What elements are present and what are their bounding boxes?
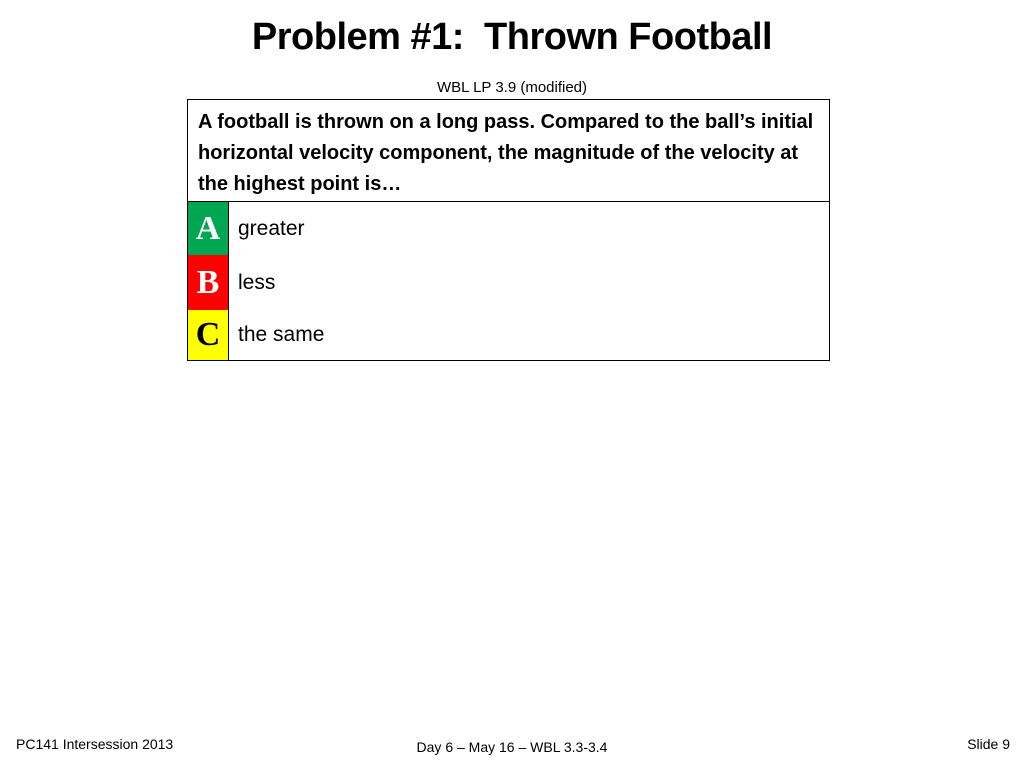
choice-b-text: less — [238, 270, 276, 294]
choice-c-text: the same — [238, 323, 325, 346]
choice-a[interactable] — [188, 202, 829, 255]
choice-c-letter: C — [188, 310, 229, 360]
footer-course: PC141 Intersession 2013 — [16, 736, 174, 752]
question-box — [187, 99, 830, 361]
choice-b[interactable] — [188, 255, 829, 310]
choice-b-letter: B — [188, 255, 229, 310]
slide-title: Problem #1: Thrown Football — [251, 16, 773, 58]
choice-c[interactable] — [188, 310, 829, 360]
question-text: A football is thrown on a long pass. Compared to the ball’s initial horizontal velocity component, the magnitude of the velocity at the highest point is… — [188, 100, 829, 202]
slide-subtitle: WBL LP 3.9 (modified) — [436, 79, 588, 96]
choice-a-letter: A — [188, 202, 229, 255]
footer-slide-number: Slide 9 — [967, 736, 1010, 752]
footer-date: Day 6 – May 16 – WBL 3.3-3.4 — [416, 739, 608, 755]
choice-a-text: greater — [238, 216, 305, 240]
